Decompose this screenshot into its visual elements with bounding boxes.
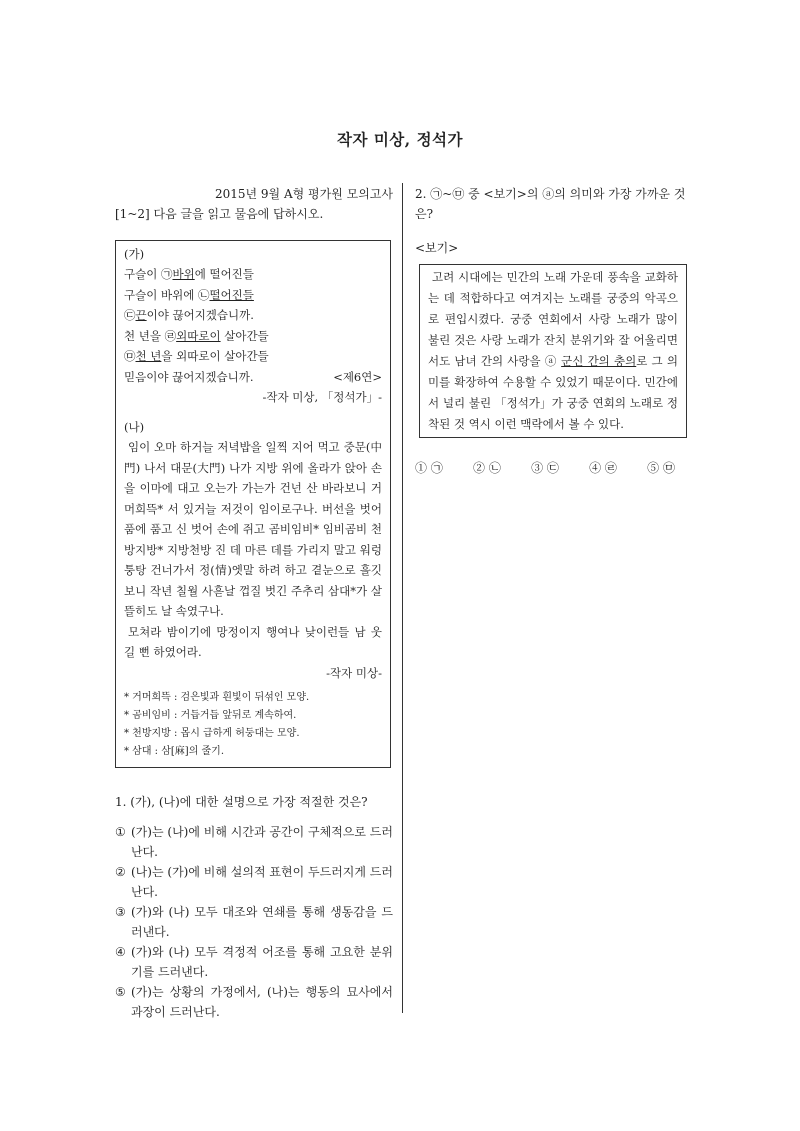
poem-line-6: 믿음이야 끊어지겠습니까. <제6연> [124, 367, 382, 388]
question-2-stem: 2. ㉠~㉤ 중 <보기>의 ⓐ의 의미와 가장 가까운 것은? [415, 187, 686, 221]
option-4[interactable]: ④ (가)와 (나) 모두 격정적 어조를 통해 고요한 분위기를 드러낸다. [115, 944, 393, 979]
glossary [124, 689, 382, 761]
right-column [415, 184, 695, 478]
poem-line-4: 천 년을 ㉣외따로이 살아간들 [124, 328, 269, 343]
question-2-answers [415, 458, 675, 478]
question-1 [115, 792, 393, 1022]
answer-choice-5[interactable]: ⑤ ㉤ [647, 461, 675, 475]
exam-source: 2015년 9월 A형 평가원 모의고사 [214, 187, 393, 201]
answer-choice-2[interactable]: ② ㉡ [473, 461, 501, 475]
poem-line-5: ㉤천 년을 외따로이 살아간들 [124, 349, 269, 363]
page-title: 작자 미상, 정석가 [336, 130, 463, 149]
poem-line-2: 구슬이 바위에 ㉡떨어진들 [124, 287, 254, 302]
answer-choice-3[interactable]: ③ ㉢ [531, 461, 559, 475]
column-divider [402, 183, 403, 1013]
question-1-options [115, 822, 393, 1022]
answer-choice-1[interactable]: ① ㉠ [415, 461, 443, 475]
option-2[interactable]: ② (나)는 (가)에 비해 설의적 표현이 두드러지게 드러난다. [115, 864, 393, 899]
glossary-item: * 곰비임비 : 거듭거듭 앞뒤로 계속하여. [124, 709, 297, 721]
glossary-item: * 삼대 : 삼[麻]의 줄기. [124, 745, 225, 757]
na-citation: -작자 미상- [326, 665, 382, 680]
instruction: [1~2] 다음 글을 읽고 물음에 답하시오. [115, 207, 324, 221]
answer-choice-4[interactable]: ④ ㉣ [589, 461, 617, 475]
left-column [115, 184, 393, 1022]
passage-ga-label: (가) [124, 247, 145, 261]
bogi-box: 고려 시대에는 민간의 노래 가운데 풍속을 교화하는 데 적합하다고 여겨지는 노래를 궁중의 악곡으로 편입시켰다. 궁중 연회에서 사랑 노래가 많이 불린 것은 사랑 노래가 잔치 분위기와 잘 어울리면서도 남녀 간의 사랑을 ⓐ 군신 간의 충의로 그 의미를 확장하여 수용할 수 있었기 때문이다. 민간에서 널리 불린 「정석가」가 궁중 연회의 노래로 정착된 것 역시 이런 맥락에서 볼 수 있다. [419, 264, 687, 438]
passage-na-label: (나) [124, 420, 145, 434]
poem-line-3: ㉢끈이야 끊어지겠습니까. [124, 308, 254, 322]
na-paragraph-1: 임이 오마 하거늘 저녁밥을 일찍 지어 먹고 중문(中門) 나서 대문(大門) 나가 지방 위에 올라가 앉아 손을 이마에 대고 오는가 가는가 건넌 산 바라보니 거머희뜩* 서 있거늘 저것이 임이로구나. 버선을 벗어 품에 품고 신 벗어 손에 쥐고 곰비임비* 임비곰비 천방지방* 지방천방 진 데 마른 데를 가리지 말고 워렁퉁탕 건너가서 정(情)엣말 하려 하고 곁눈으로 흘깃 보니 작년 칠월 사흗날 껍질 벗긴 주추리 삼대*가 살뜰히도 날 속였구나. [124, 440, 382, 618]
option-1[interactable]: ① (가)는 (나)에 비해 시간과 공간이 구체적으로 드러난다. [115, 824, 393, 859]
option-5[interactable]: ⑤ (가)는 상황의 가정에서, (나)는 행동의 묘사에서 과장이 드러난다. [115, 984, 393, 1019]
bogi-label: <보기> [415, 241, 459, 255]
poem-line-1: 구슬이 ㉠바위에 떨어진들 [124, 267, 254, 281]
ga-citation: -작자 미상, 「정석가」- [262, 390, 382, 404]
bogi-underlined: 군신 간의 충의 [561, 354, 637, 368]
option-3[interactable]: ③ (가)와 (나) 모두 대조와 연쇄를 통해 생동감을 드러낸다. [115, 904, 393, 939]
glossary-item: * 거머희뜩 : 검은빛과 흰빛이 뒤섞인 모양. [124, 691, 310, 703]
passage-box [115, 240, 391, 768]
na-paragraph-2: 모쳐라 밤이기에 망정이지 행여나 낮이런들 남 웃길 뻔 하였어라. [124, 624, 382, 659]
glossary-item: * 천방지방 : 몹시 급하게 허둥대는 모양. [124, 727, 300, 739]
stanza-note: <제6연> [333, 369, 382, 384]
question-1-stem: 1. (가), (나)에 대한 설명으로 가장 적절한 것은? [115, 794, 368, 809]
